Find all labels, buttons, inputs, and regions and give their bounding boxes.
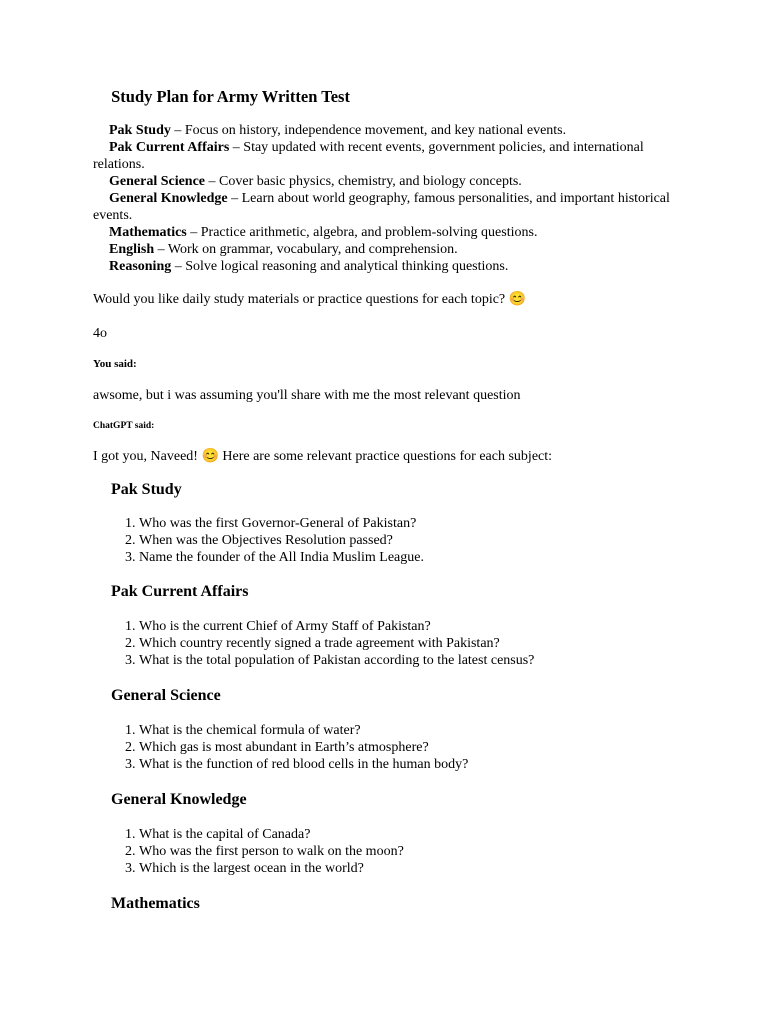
section-title: Pak Current Affairs [111,583,249,600]
question-item: 3. Which is the largest ocean in the world? [139,860,693,877]
section-mathematics [93,894,693,914]
question-item: 1. What is the chemical formula of water? [139,722,693,739]
plan-item-pak-study [93,122,693,139]
question-list [93,515,693,566]
section-title: General Knowledge [111,791,247,808]
question-list [93,722,693,773]
plan-item-desc: – Cover basic physics, chemistry, and biology concepts. [205,174,522,189]
question-item: 3. Name the founder of the All India Muslim League. [139,549,693,566]
plan-item-label: General Science [109,174,206,189]
plan-item-label: General Knowledge [109,191,228,206]
document-title-text: Study Plan for Army Written Test [111,87,350,106]
you-said-label: You said: [93,358,137,370]
section-title: Mathematics [111,895,200,912]
section-title: Pak Study [111,481,182,498]
chatgpt-said-label: ChatGPT said: [93,421,155,431]
plan-item-reasoning [93,258,693,275]
document-title [93,86,693,108]
plan-item-label: Mathematics [109,225,187,240]
document-page [93,86,693,914]
plan-item-label: Reasoning [109,259,172,274]
question-item: 3. What is the total population of Pakistan according to the latest census? [139,652,693,669]
question-item: 1. What is the capital of Canada? [139,826,693,843]
section-general-knowledge [93,790,693,877]
plan-item-desc: – Practice arithmetic, algebra, and problem-solving questions. [186,225,538,240]
question-item: 2. Which gas is most abundant in Earth’s atmosphere? [139,739,693,756]
reply-intro: I got you, Naveed! 😊 Here are some relevant practice questions for each subject: [93,449,553,464]
plan-item-mathematics [93,224,693,241]
plan-item-label: Pak Study [109,123,171,138]
question-item: 1. Who is the current Chief of Army Staff of Pakistan? [139,618,693,635]
plan-item-pak-current-affairs [93,139,693,173]
section-title: General Science [111,687,221,704]
question-list [93,826,693,877]
section-pak-current-affairs [93,582,693,669]
plan-item-desc: – Work on grammar, vocabulary, and comprehension. [154,242,458,257]
section-general-science [93,686,693,773]
question-item: 2. Which country recently signed a trade agreement with Pakistan? [139,635,693,652]
model-label: 4o [93,326,107,341]
plan-item-general-knowledge [93,190,693,224]
section-pak-study [93,480,693,566]
user-message: awsome, but i was assuming you'll share with me the most relevant question [93,388,521,403]
plan-item-desc: – Learn about world geography, famous personalities, and important historical events. [93,191,670,223]
plan-item-desc: – Stay updated with recent events, government policies, and international relations. [93,140,644,172]
followup-question: Would you like daily study materials or practice questions for each topic? 😊 [93,292,527,307]
question-list [93,618,693,669]
plan-item-desc: – Focus on history, independence movement, and key national events. [170,123,567,138]
study-plan-list [93,122,693,275]
plan-item-general-science [93,173,693,190]
question-item: 1. Who was the first Governor-General of Pakistan? [139,515,693,532]
question-item: 2. Who was the first person to walk on the moon? [139,843,693,860]
plan-item-desc: – Solve logical reasoning and analytical thinking questions. [171,259,509,274]
question-item: 3. What is the function of red blood cells in the human body? [139,756,693,773]
plan-item-label: Pak Current Affairs [109,140,230,155]
plan-item-label: English [109,242,155,257]
plan-item-english [93,241,693,258]
question-item: 2. When was the Objectives Resolution passed? [139,532,693,549]
